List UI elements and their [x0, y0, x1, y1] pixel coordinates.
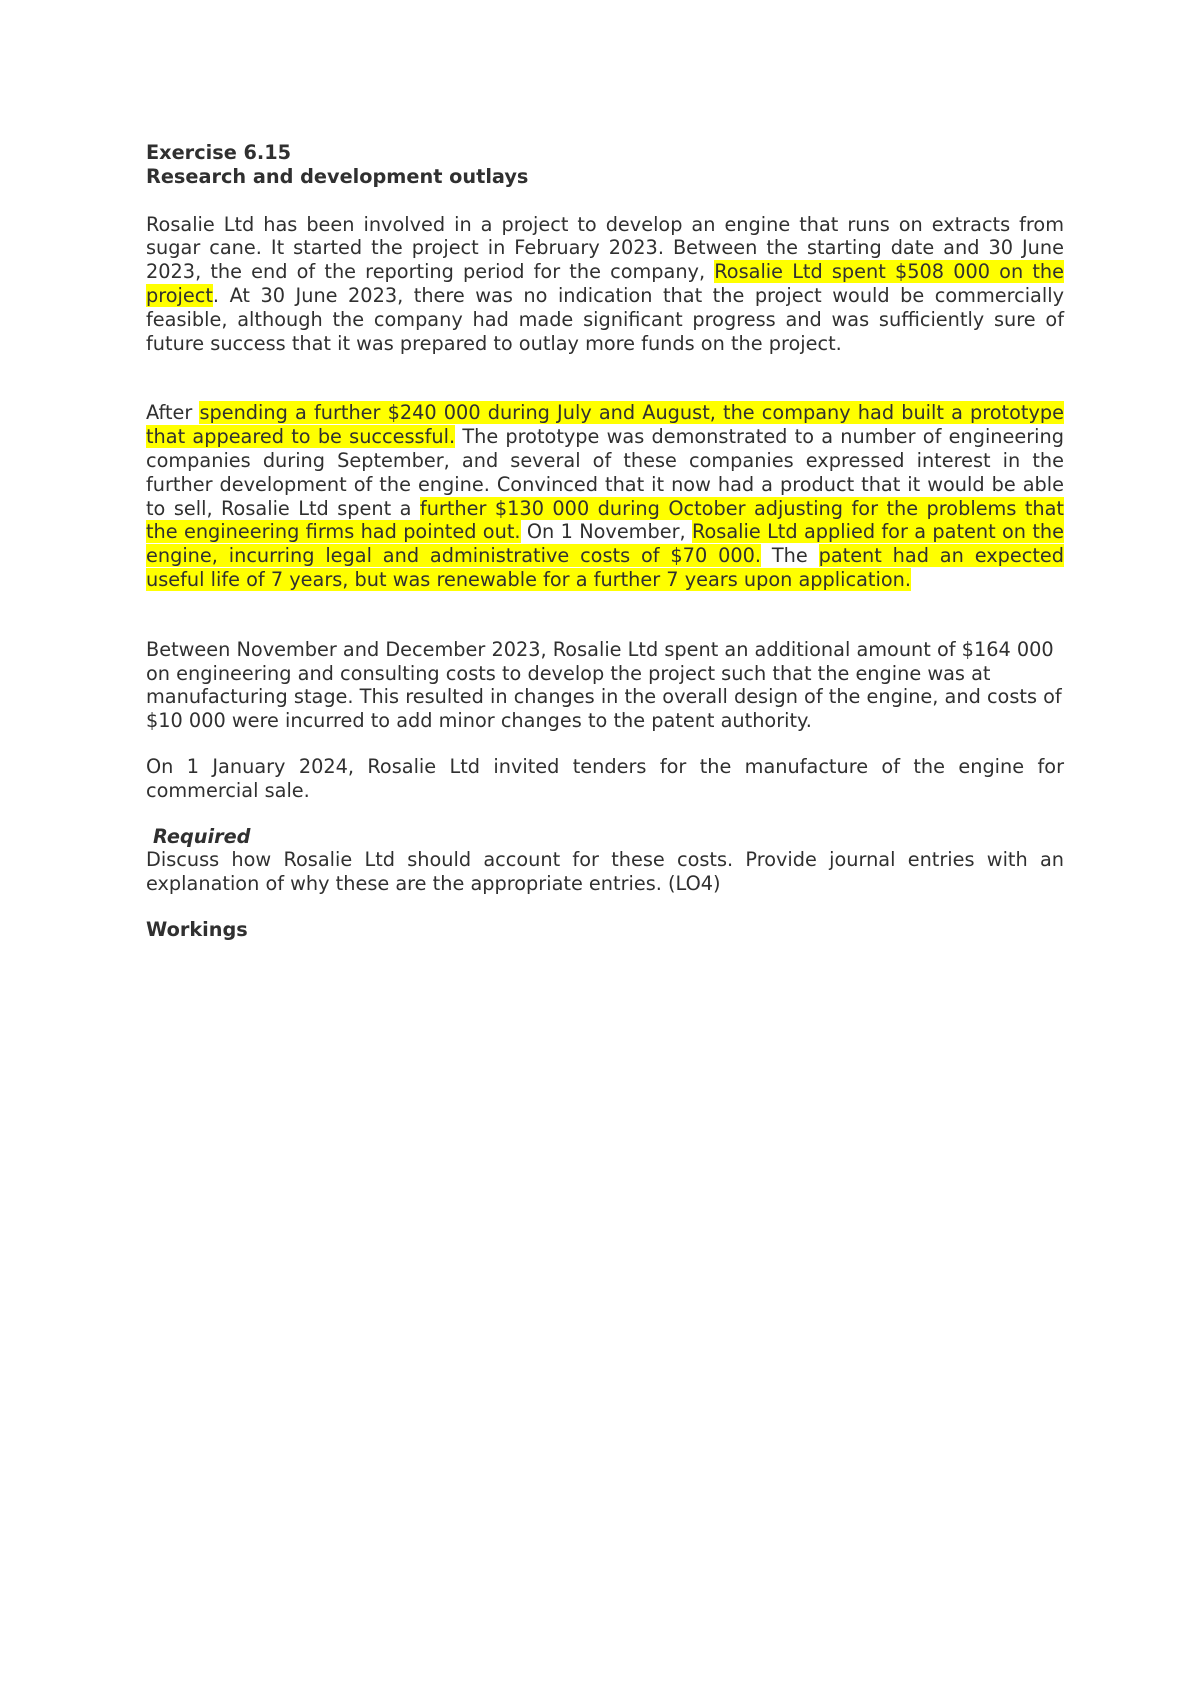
- exercise-number: Exercise 6.15: [146, 141, 292, 164]
- workings-heading: Workings: [146, 917, 248, 941]
- required-label: Required: [153, 824, 251, 848]
- p1-highlight-1: Rosalie Ltd spent $508 000 on the project: [146, 260, 1064, 307]
- p2-text-d: The: [761, 544, 819, 568]
- exercise-content: [146, 141, 1064, 942]
- required-text: Discuss how Rosalie Ltd should account for these costs. Provide journal entries with an explanation of why these are the appropriate entries. (LO4): [146, 848, 1064, 896]
- p1-text-b: . At 30 June 2023, there was no indication that the project would be commercially feasible, although the company had made significant progress and was sufficiently sure of future success that it was prepared to outlay more funds on the project.: [146, 283, 1064, 355]
- p2-highlight-2: further $130 000 during October adjusting for the problems that the engineering firms had pointed out.: [146, 496, 1064, 544]
- paragraph-3: Between November and December 2023, Rosalie Ltd spent an additional amount of $164 000 on engineering and consulting costs to develop the project such that the engine was at manufacturing stage. This resulted in changes in the overall design of the engine, and costs of $10 000 were incurred to add minor changes to the patent authority.: [146, 637, 1062, 733]
- p2-highlight-1: spending a further $240 000 during July and August, the company had built a prototype that appeared to be successful.: [146, 401, 1064, 449]
- p2-highlight-3: Rosalie Ltd applied for a patent on the engine, incurring legal and administrative costs of $70 000.: [146, 520, 1064, 568]
- p2-text-a: After: [146, 401, 200, 425]
- p2-text-c: On 1 November,: [520, 520, 692, 544]
- paragraph-4: On 1 January 2024, Rosalie Ltd invited tenders for the manufacture of the engine for commercial sale.: [146, 754, 1064, 802]
- p2-text-b: The prototype was demonstrated to a number of engineering companies during September, and several of these companies expressed interest in the further development of the engine. Convinced that it now had a product that it would be able to sell, Rosalie Ltd spent a: [146, 425, 1064, 520]
- paragraph-1: [146, 213, 1064, 356]
- p1-text-a: Rosalie Ltd has been involved in a project to develop an engine that runs on extracts from sugar cane. It started the project in February 2023. Between the starting date and 30 June 2023, the end of the reporting period for the company,: [146, 212, 1064, 284]
- p2-highlight-4: patent had an expected useful life of 7 years, but was renewable for a further 7 years upon application.: [146, 544, 1064, 591]
- paragraph-2: [146, 401, 1064, 591]
- exercise-title: Research and development outlays: [146, 164, 529, 188]
